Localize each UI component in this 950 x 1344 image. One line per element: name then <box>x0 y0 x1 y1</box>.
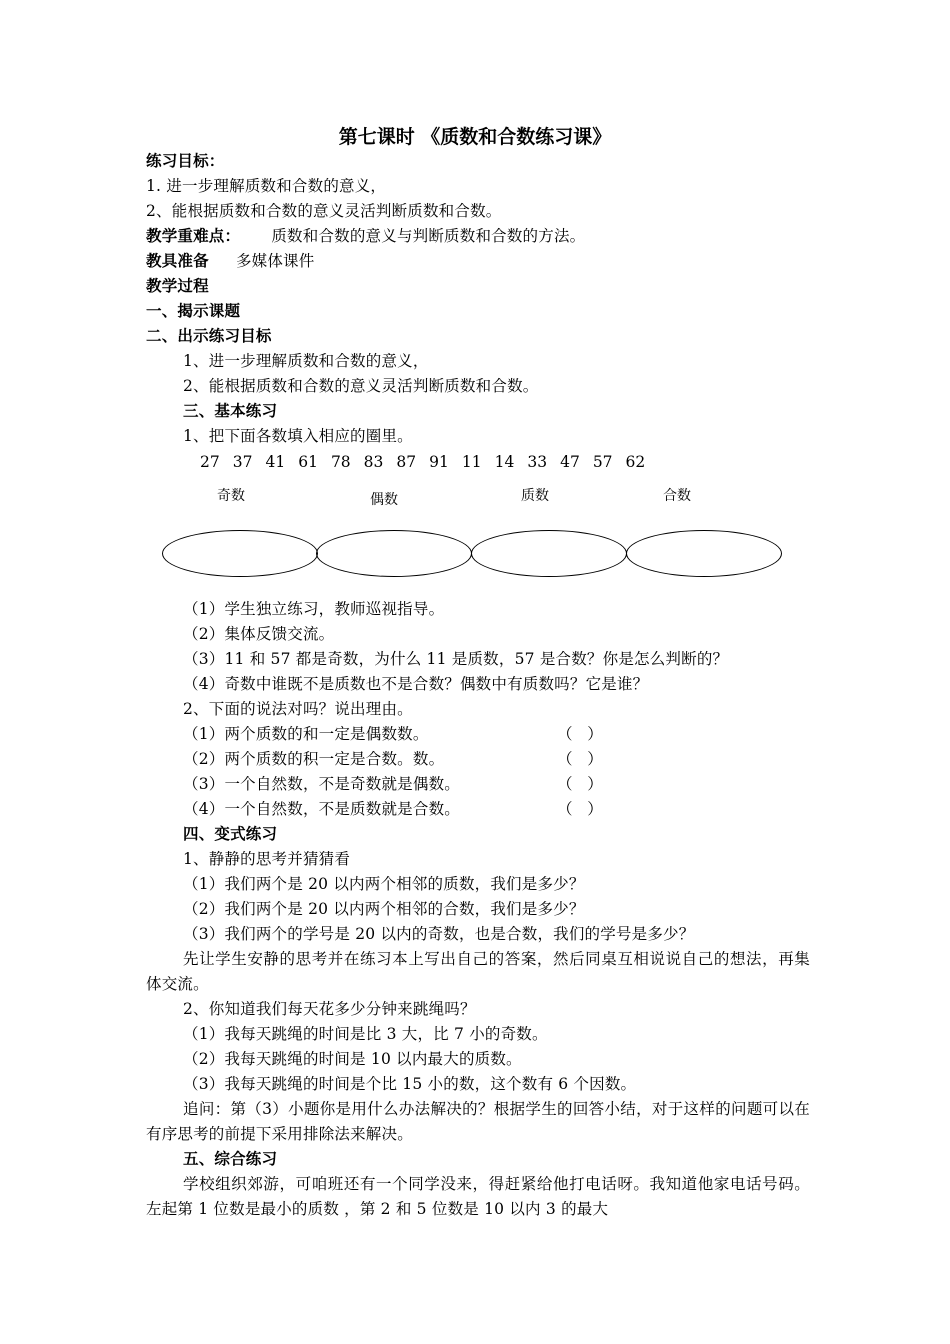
statement-item: （3）一个自然数，不是奇数就是偶数。 <box>183 775 460 793</box>
process-heading: 教学过程 <box>146 276 209 295</box>
objectives-heading: 练习目标： <box>146 151 225 170</box>
number: 11 <box>461 453 482 471</box>
answer-blank: （ ） <box>557 800 603 818</box>
answer-blank: （ ） <box>557 725 603 743</box>
paragraph: 先让学生安静的思考并在练习本上写出自己的答案，然后同桌互相说说自己的想法，再集体交流。 <box>146 950 810 993</box>
category-label-even: 偶数 <box>370 492 398 508</box>
answer-blank: （ ） <box>557 775 603 793</box>
step-item: （2）集体反馈交流。 <box>183 625 335 643</box>
number: 37 <box>232 453 253 471</box>
section-heading: 一、揭示课题 <box>146 301 241 320</box>
section-heading: 二、出示练习目标 <box>146 326 272 345</box>
step-item: （3）11 和 57 都是奇数，为什么 11 是质数，57 是合数？你是怎么判断的？ <box>183 650 729 668</box>
question-text: 1、把下面各数填入相应的圈里。 <box>183 427 413 445</box>
materials-label: 教具准备 <box>146 251 209 270</box>
list-item: （2）我每天跳绳的时间是 10 以内最大的质数。 <box>183 1050 522 1068</box>
section-heading: 四、变式练习 <box>183 824 278 843</box>
list-item: 2、能根据质数和合数的意义灵活判断质数和合数。 <box>183 377 539 395</box>
number-list <box>200 451 658 473</box>
key-points-line <box>146 225 585 247</box>
number: 87 <box>396 453 417 471</box>
statement-item: （2）两个质数的积一定是合数。数。 <box>183 750 445 768</box>
question-text: 1、静静的思考并猜猜看 <box>183 850 351 868</box>
category-label-prime: 质数 <box>521 488 549 504</box>
category-label-odd: 奇数 <box>217 488 245 504</box>
question-text: 2、下面的说法对吗？说出理由。 <box>183 700 413 718</box>
number: 57 <box>592 453 613 471</box>
number: 91 <box>429 453 449 471</box>
list-item: （3）我每天跳绳的时间是个比 15 小的数，这个数有 6 个因数。 <box>183 1075 637 1093</box>
paragraph: 追问：第（3）小题你是用什么办法解决的？根据学生的回答小结，对于这样的问题可以在有序思考的前提下采用排除法来解决。 <box>146 1100 810 1143</box>
key-points-text: 质数和合数的意义与判断质数和合数的方法。 <box>271 227 586 245</box>
number: 61 <box>298 453 318 471</box>
number: 33 <box>527 453 548 471</box>
statement-item: （4）一个自然数，不是质数就是合数。 <box>183 800 460 818</box>
objective-item: 2、能根据质数和合数的意义灵活判断质数和合数。 <box>146 202 502 220</box>
category-label-composite: 合数 <box>663 488 691 504</box>
page-title: 第七课时 《质数和合数练习课》 <box>338 126 612 148</box>
answer-blank: （ ） <box>557 750 603 768</box>
number: 27 <box>200 453 220 471</box>
list-item: （1）我们两个是 20 以内两个相邻的质数，我们是多少？ <box>183 875 585 893</box>
composite-ellipse <box>626 530 782 577</box>
materials-line <box>146 250 314 272</box>
objective-item: 1. 进一步理解质数和合数的意义， <box>146 177 387 195</box>
number: 47 <box>560 453 580 471</box>
question-text: 2、你知道我们每天花多少分钟来跳绳吗？ <box>183 1000 476 1018</box>
section-heading: 五、综合练习 <box>183 1149 278 1168</box>
materials-text: 多媒体课件 <box>235 252 315 270</box>
paragraph: 学校组织郊游，可咱班还有一个同学没来，得赶紧给他打电话呀。我知道他家电话号码。左起第 1 位数是最小的质数 ，第 2 和 5 位数是 10 以内 3 的最大 <box>146 1175 810 1218</box>
step-item: （4）奇数中谁既不是质数也不是合数？偶数中有质数吗？它是谁？ <box>183 675 649 693</box>
list-item: （1）我每天跳绳的时间是比 3 大，比 7 小的奇数。 <box>183 1025 548 1043</box>
number: 62 <box>625 453 646 471</box>
prime-ellipse <box>471 530 627 577</box>
list-item: 1、进一步理解质数和合数的意义， <box>183 352 429 370</box>
step-item: （1）学生独立练习，教师巡视指导。 <box>183 600 445 618</box>
key-points-label: 教学重难点： <box>146 226 241 245</box>
number: 14 <box>494 453 515 471</box>
odd-ellipse <box>162 530 318 577</box>
number: 78 <box>330 453 351 471</box>
even-ellipse <box>316 530 472 577</box>
list-item: （3）我们两个的学号是 20 以内的奇数，也是合数，我们的学号是多少？ <box>183 925 695 943</box>
section-heading: 三、基本练习 <box>183 401 278 420</box>
statement-item: （1）两个质数的和一定是偶数数。 <box>183 725 429 743</box>
list-item: （2）我们两个是 20 以内两个相邻的合数，我们是多少？ <box>183 900 585 918</box>
number: 41 <box>265 453 286 471</box>
number: 83 <box>363 453 384 471</box>
